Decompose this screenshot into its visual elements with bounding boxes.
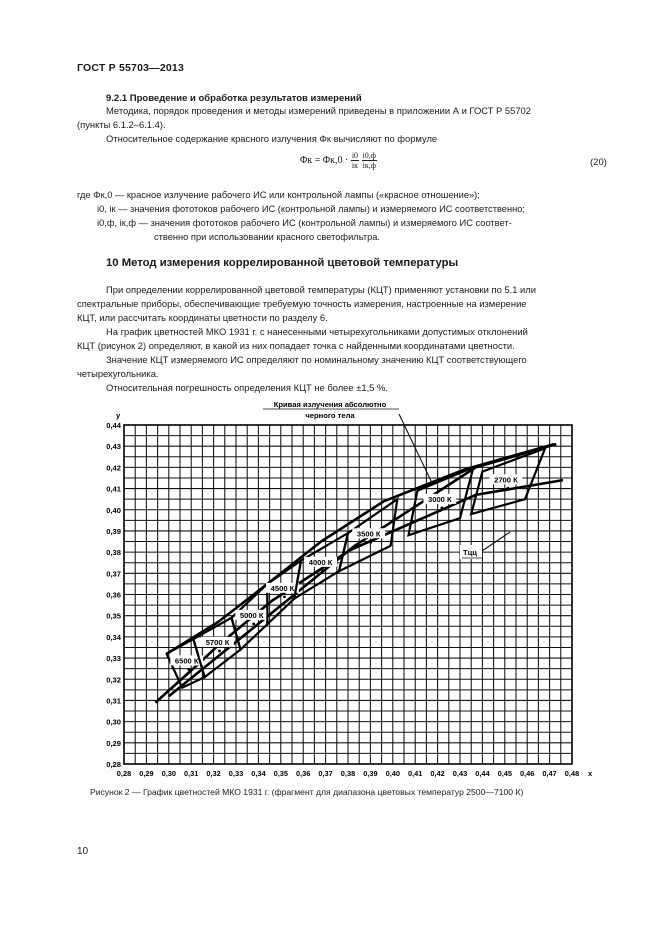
y-tick-label: 0,40 xyxy=(106,505,121,515)
quadrangle-label: 4500 К xyxy=(270,583,295,593)
text-line: На график цветностей МКО 1931 г. с нанесенными четырехугольниками допустимых отклонений xyxy=(106,326,528,337)
tcp-label: Tцц xyxy=(463,548,477,557)
x-tick-label: 0,44 xyxy=(475,769,490,778)
quadrangle-label: 6500 К xyxy=(174,656,199,666)
text-line: При определении коррелированной цветовой температуры (КЦТ) применяют установки по 5.1 или xyxy=(106,284,536,295)
x-tick-label: 0,34 xyxy=(251,769,266,778)
where-line-4: ственно при использовании красного светофильтра. xyxy=(154,232,380,242)
x-tick-label: 0,40 xyxy=(385,769,400,778)
quadrangle-label: 5700 К xyxy=(205,637,230,647)
center-point xyxy=(321,569,324,572)
fraction-2-numerator: i0,ф xyxy=(362,151,376,160)
formula-lhs: Φк = Φк,0 · xyxy=(300,154,349,166)
x-tick-label: 0,46 xyxy=(520,769,535,778)
x-tick-label: 0,36 xyxy=(296,769,311,778)
text-line: Методика, порядок проведения и методы измерений приведены в приложении А и ГОСТ Р 55702 xyxy=(106,105,531,116)
quadrangle-label: 5000 К xyxy=(239,610,264,620)
where-line-1: где Φк,0 — красное излучение рабочего ИС или контрольной лампы («красное отношение»); xyxy=(77,190,480,200)
x-tick-label: 0,37 xyxy=(318,769,333,778)
x-tick-label: 0,32 xyxy=(206,769,221,778)
y-tick-label: 0,41 xyxy=(106,484,121,494)
y-tick-label: 0,42 xyxy=(106,463,121,473)
y-tick-label: 0,28 xyxy=(106,760,121,769)
quadrangle-label: 2700 К xyxy=(494,475,518,485)
where-line-3: i0,ф, iк,ф — значения фототоков рабочего ИС (контрольной лампы) и измеряемого ИС соответ- xyxy=(97,218,512,228)
x-tick-label: 0,41 xyxy=(408,769,423,778)
subsection-title: 9.2.1 Проведение и обработка результатов измерений xyxy=(106,93,362,104)
where-line-2: i0, iк — значения фототоков рабочего ИС (контрольной лампы) и измеряемого ИС соответственно; xyxy=(97,204,525,214)
y-tick-label: 0,38 xyxy=(106,548,121,558)
y-tick-label: 0,30 xyxy=(106,717,121,727)
center-point xyxy=(252,622,255,625)
page-number: 10 xyxy=(77,846,89,857)
x-tick-label: 0,38 xyxy=(340,769,356,778)
x-tick-label: 0,29 xyxy=(139,769,154,778)
equation-number: (20) xyxy=(590,157,607,168)
x-tick-label: 0,33 xyxy=(228,769,244,778)
text-line: (пункты 6.1.2–6.1.4). xyxy=(77,119,166,130)
quadrangle-label: 3000 К xyxy=(428,494,452,504)
fraction-2-denominator: iк,ф xyxy=(362,161,376,170)
center-point xyxy=(187,668,190,671)
center-point xyxy=(218,649,221,652)
x-tick-label: 0,30 xyxy=(161,769,176,778)
x-axis-label: x xyxy=(588,769,593,778)
y-axis-label: y xyxy=(116,411,121,420)
y-tick-label: 0,36 xyxy=(106,590,121,600)
text-line: Значение КЦТ измеряемого ИС определяют по номинальному значению КЦТ соответствующего xyxy=(106,354,527,365)
text-line: четырехугольника. xyxy=(77,368,159,379)
y-tick-label: 0,37 xyxy=(106,569,121,579)
x-tick-label: 0,47 xyxy=(542,769,557,778)
x-tick-label: 0,39 xyxy=(363,769,378,778)
y-tick-label: 0,32 xyxy=(106,675,121,685)
fraction-1-denominator: iк xyxy=(351,161,358,170)
text-line: спектральные приборы, обеспечивающие требуемую точность измерения, настроенные на измерение xyxy=(77,298,527,309)
blackbody-annotation-line-2: черного тела xyxy=(305,411,355,420)
x-tick-label: 0,28 xyxy=(116,769,132,778)
blackbody-annotation-line-1: Кривая излучения абсолютно xyxy=(273,400,387,409)
quadrangle-label: 4000 К xyxy=(308,557,333,567)
text-line: Относительная погрешность определения КЦТ не более ±1,5 %. xyxy=(106,382,388,393)
document-header: ГОСТ Р 55703—2013 xyxy=(77,62,185,74)
x-tick-label: 0,31 xyxy=(184,769,199,778)
fraction-1-numerator: i0 xyxy=(351,151,359,160)
figure-caption: Рисунок 2 — График цветностей МКО 1931 г. (фрагмент для диапазона цветовых температур 2500—7100 К) xyxy=(90,787,524,797)
center-point xyxy=(507,487,510,490)
y-tick-label: 0,29 xyxy=(106,738,121,748)
center-point xyxy=(440,506,443,509)
text-line: КЦТ (рисунок 2) определяют, в какой из них попадает точка с найденными координатами цветности. xyxy=(77,340,515,351)
center-point xyxy=(283,595,286,598)
x-tick-label: 0,35 xyxy=(273,769,288,778)
quadrangle-label: 3500 К xyxy=(356,529,381,539)
y-tick-label: 0,43 xyxy=(106,442,121,452)
center-point xyxy=(369,541,372,544)
text-line: КЦТ, или рассчитать координаты цветности по разделу 6. xyxy=(77,312,328,323)
x-tick-label: 0,48 xyxy=(564,769,580,778)
y-tick-label: 0,39 xyxy=(106,526,121,536)
y-tick-label: 0,31 xyxy=(106,696,121,706)
section-title: 10 Метод измерения коррелированной цветовой температуры xyxy=(106,257,459,269)
x-tick-label: 0,43 xyxy=(452,769,468,778)
text-line: Относительное содержание красного излучения Φк вычисляют по формуле xyxy=(106,133,438,144)
y-tick-label: 0,35 xyxy=(106,611,121,621)
y-tick-label: 0,33 xyxy=(106,654,121,664)
y-tick-label: 0,34 xyxy=(106,632,121,642)
x-tick-label: 0,42 xyxy=(430,769,445,778)
x-tick-label: 0,45 xyxy=(497,769,512,778)
y-tick-label: 0,44 xyxy=(106,421,121,430)
